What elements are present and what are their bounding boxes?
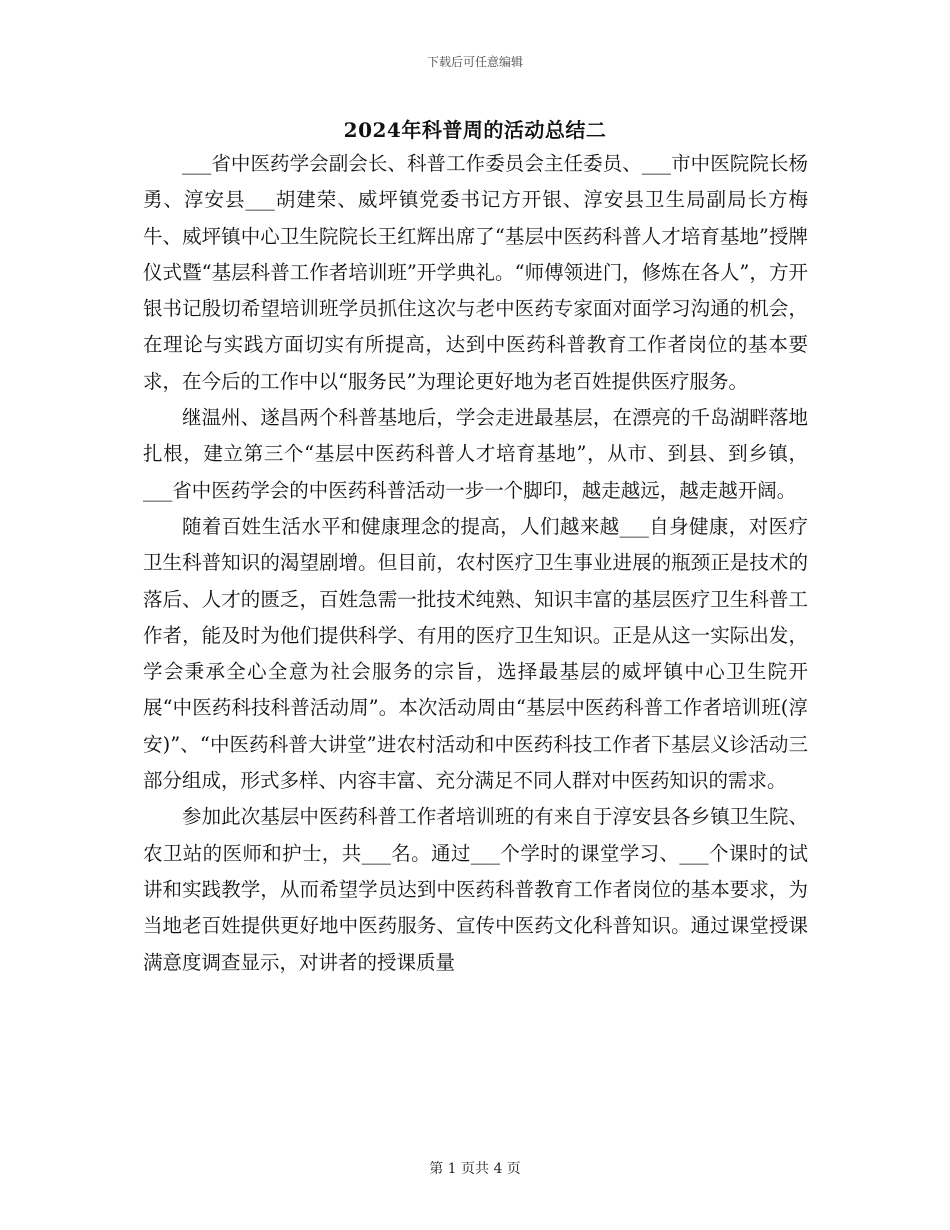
page-number: 第 1 页共 4 页 [429, 1161, 521, 1177]
paragraph-2: 继温州、遂昌两个科普基地后，学会走进最基层，在漂亮的千岛湖畔落地扎根，建立第三个“基层中医药科普人才培育基地”，从市、到县、到乡镇，___省中医药学会的中医药科普活动一步一个脚印，越走越远，越走越开阔。 [143, 406, 808, 502]
document-body [143, 146, 808, 981]
paragraph-3: 随着百姓生活水平和健康理念的提高，人们越来越___自身健康，对医疗卫生科普知识的渴望剧增。但目前，农村医疗卫生事业进展的瓶颈正是技术的落后、人才的匮乏，百姓急需一批技术纯熟、知识丰富的基层医疗卫生科普工作者，能及时为他们提供科学、有用的医疗卫生知识。正是从这一实际出发，学会秉承全心全意为社会服务的宗旨，选择最基层的威坪镇中心卫生院开展“中医药科技科普活动周”。本次活动周由“基层中医药科普工作者培训班(淳安)”、“中医药科普大讲堂”进农村活动和中医药科技工作者下基层义诊活动三部分组成，形式多样、内容丰富、充分满足不同人群对中医药知识的需求。 [143, 514, 808, 793]
paragraph-4: 参加此次基层中医药科普工作者培训班的有来自于淳安县各乡镇卫生院、农卫站的医师和护士，共___名。通过___个学时的课堂学习、___个课时的试讲和实践教学，从而希望学员达到中医药科普教育工作者岗位的基本要求，为当地老百姓提供更好地中医药服务、宣传中医药文化科普知识。通过课堂授课满意度调查显示，对讲者的授课质量 [143, 805, 808, 974]
header-note: 下载后可任意编辑 [426, 55, 523, 69]
paragraph-1: ___省中医药学会副会长、科普工作委员会主任委员、___市中医院院长杨勇、淳安县___胡建荣、威坪镇党委书记方开银、淳安县卫生局副局长方梅牛、威坪镇中心卫生院院长王红辉出席了“基层中医药科普人才培育基地”授牌仪式暨“基层科普工作者培训班”开学典礼。“师傅领进门，修炼在各人”，方开银书记殷切希望培训班学员抓住这次与老中医药专家面对面学习沟通的机会，在理论与实践方面切实有所提高，达到中医药科普教育工作者岗位的基本要求，在今后的工作中以“服务民”为理论更好地为老百姓提供医疗服务。 [143, 152, 808, 393]
document-title: 2024年科普周的活动总结二 [343, 118, 607, 142]
